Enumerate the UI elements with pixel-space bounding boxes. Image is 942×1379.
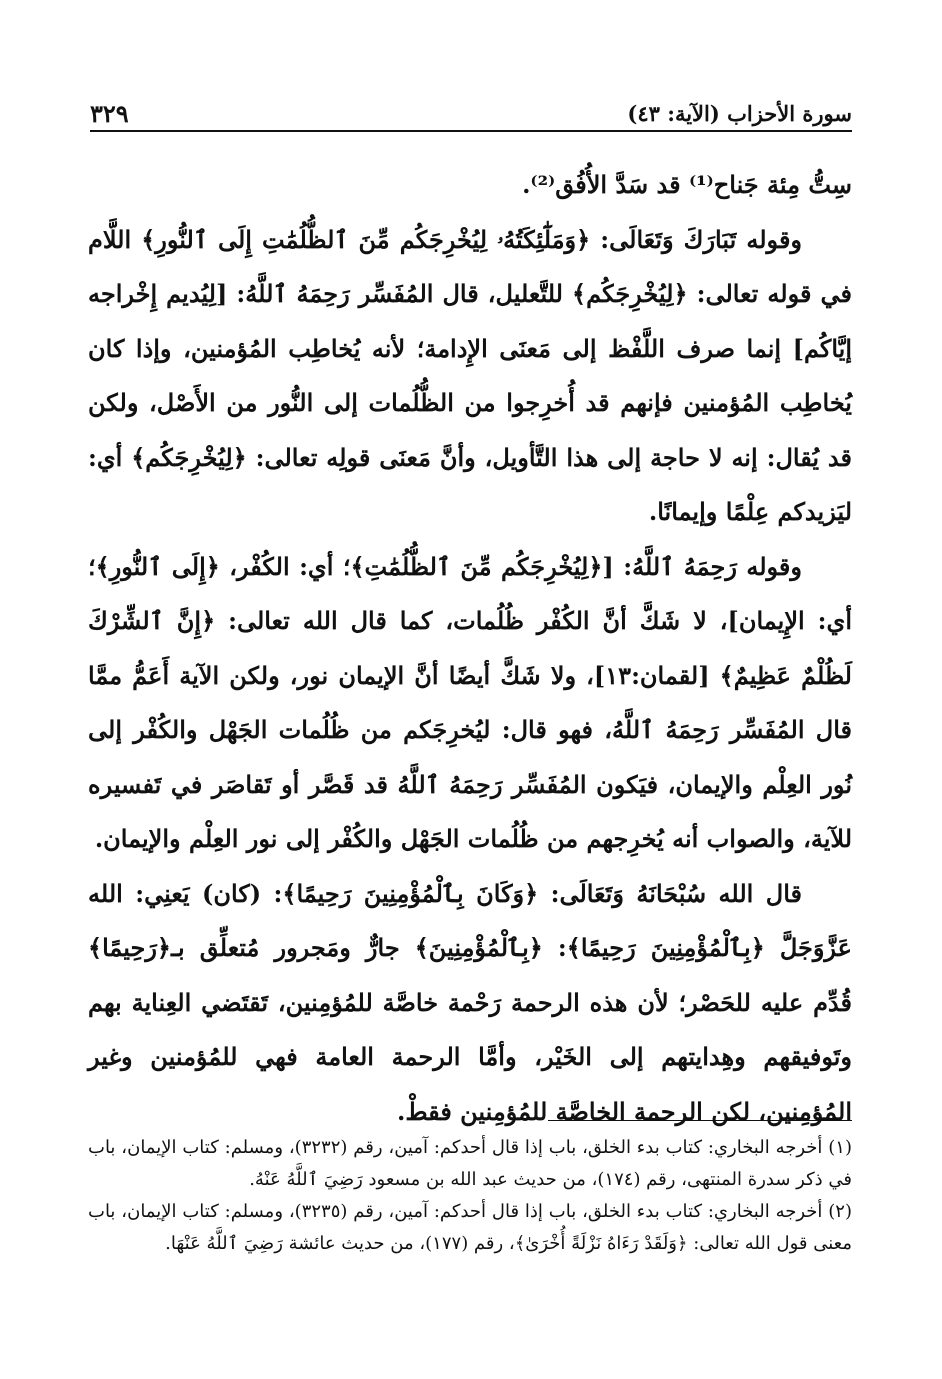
footnote-2: (٢) أخرجه البخاري: كتاب بدء الخلق، باب إذا قال أحدكم: آمين، رقم (٣٢٣٥)، ومسلم: كتاب الإيمان، باب معنى قول الله تعالى: ﴿وَلَقَدْ رَءَاهُ نَزْلَةً أُخْرَىٰ﴾، رقم (١٧٧)، من حديث عائشة رَضِيَ ٱللَّهُ عَنْهَا. [88, 1201, 852, 1254]
page-number: ٣٢٩ [90, 99, 129, 128]
main-text [88, 158, 852, 1139]
paragraph-2: وقوله تَبَارَكَ وَتَعَالَى: ﴿وَمَلَٰٓئِكَتُهُۥ لِيُخْرِجَكُم مِّنَ ٱلظُّلُمَٰتِ إِلَى ٱلنُّورِ﴾ اللَّام في قوله تعالى: ﴿لِيُخْرِجَكُم﴾ للتَّعليل، قال المُفَسِّر رَحِمَهُ ٱللَّهُ: [لِيُديم إِخْراجه إيَّاكُم] إنما صرف اللَّفْظ إلى مَعنَى الإِدامة؛ لأنه يُخاطِب المُؤمنين، وإذا كان يُخاطِب المُؤمنين فإنهم قد أُخرِجوا من الظُّلُمات إلى النُّور من الأَصْل، ولكن قد يُقال: إنه لا حاجة إلى هذا التَّأويل، وأنَّ مَعنَى قولِه تعالى: ﴿لِيُخْرِجَكُم﴾ أي: ليَزيدكم عِلْمًا وإيمانًا. [88, 224, 852, 526]
running-title: سورة الأحزاب (الآية: ٤٣) [627, 101, 852, 126]
paragraph-1: سِتُّ مِئة جَناح⁽¹⁾ قد سَدَّ الأُفُق⁽²⁾. [522, 170, 852, 199]
footnote-1: (١) أخرجه البخاري: كتاب بدء الخلق، باب إذا قال أحدكم: آمين، رقم (٣٢٣٢)، ومسلم: كتاب الإيمان، باب في ذكر سدرة المنتهى، رقم (١٧٤)، من حديث عبد الله بن مسعود رَضِيَ ٱللَّهُ عَنْهُ. [88, 1137, 852, 1190]
paragraph-4: قال الله سُبْحَانَهُ وَتَعَالَى: ﴿وَكَانَ بِٱلْمُؤْمِنِينَ رَحِيمًا﴾: (كان) يَعنِي: الله عَزَّوَجَلَّ ﴿بِٱلْمُؤْمِنِينَ رَحِيمًا﴾: ﴿بِٱلْمُؤْمِنِينَ﴾ جارٌّ ومَجرور مُتعلِّق بـ﴿رَحِيمًا﴾ قُدِّم عليه للحَصْر؛ لأن هذه الرحمة رَحْمة خاصَّة للمُؤمِنين، تَقتَضي العِناية بهم وتَوفيقهم وهِدايتهم إلى الخَيْر، وأمَّا الرحمة العامة فهي للمُؤمنين وغير المُؤمِنين، لكن الرحمة الخاصَّة للمُؤمِنين فقطْ. [88, 878, 852, 1126]
footnotes [88, 1132, 852, 1260]
page-header [90, 88, 852, 132]
footnote-divider [548, 1120, 852, 1121]
paragraph-3: وقوله رَحِمَهُ ٱللَّهُ: [﴿لِيُخْرِجَكُم مِّنَ ٱلظُّلُمَٰتِ﴾؛ أي: الكُفْر، ﴿إِلَى ٱلنُّورِ﴾؛ أي: الإِيمان]، لا شَكَّ أنَّ الكُفْر ظُلُمات، كما قال الله تعالى: ﴿إِنَّ ٱلشِّرْكَ لَظُلْمٌ عَظِيمٌ﴾ [لقمان:١٣]، ولا شَكَّ أيضًا أنَّ الإيمان نور، ولكن الآية أَعَمُّ ممَّا قال المُفَسِّر رَحِمَهُ ٱللَّهُ، فهو قال: ليُخرِجَكم من ظُلُمات الجَهْل والكُفْر إلى نُور العِلْم والإيمان، فيَكون المُفَسِّر رَحِمَهُ ٱللَّهُ قد قَصَّر أو تَقاصَر في تَفسيره للآية، والصواب أنه يُخرِجهم من ظُلُمات الجَهْل والكُفْر إلى نور العِلْم والإيمان. [88, 551, 852, 853]
